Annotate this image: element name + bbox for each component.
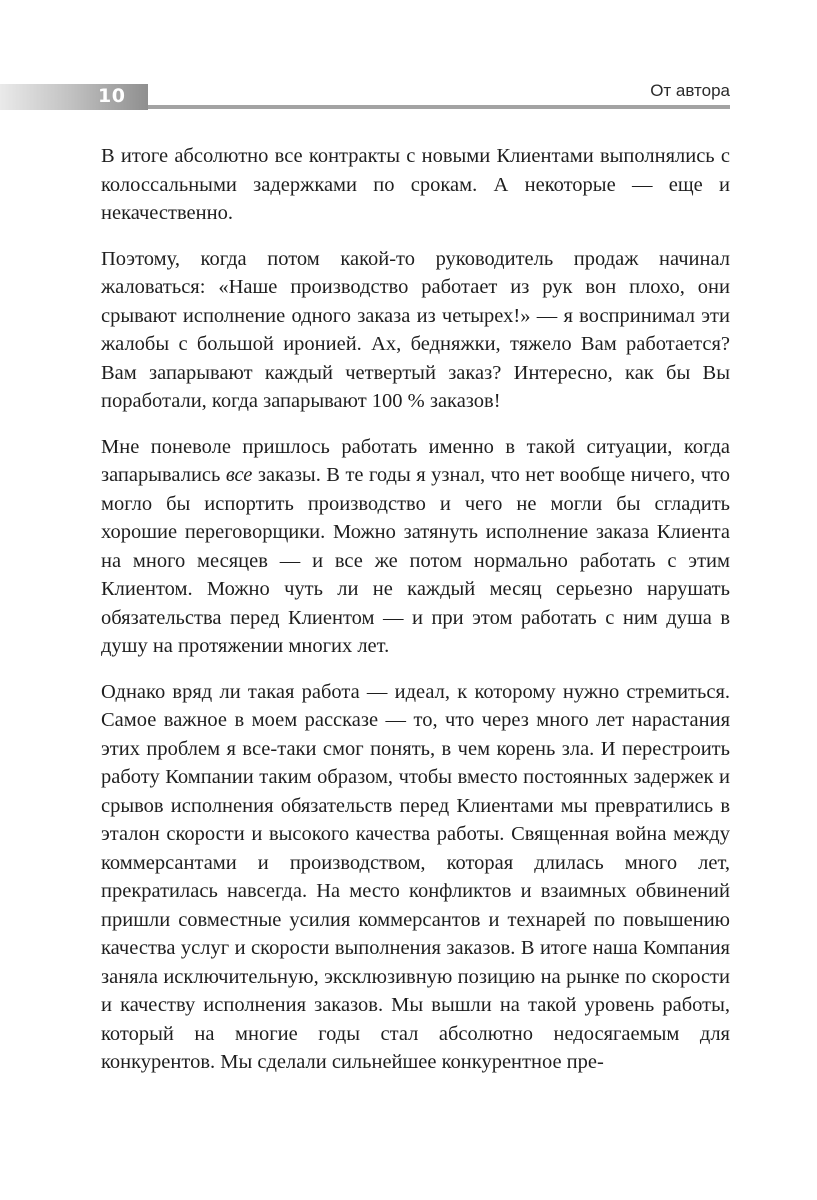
paragraph-1: В итоге абсолютно все контракты с новыми Клиентами выполнялись с колоссальными задержками по срокам. А некоторые — еще и некачественно.: [101, 145, 730, 224]
body-text: [101, 142, 730, 1094]
paragraph-3: [101, 433, 730, 661]
page-number-tab: [0, 84, 148, 110]
page-header: [0, 80, 730, 110]
paragraph-4: Однако вряд ли такая работа — идеал, к которому нужно стремиться. Самое важное в моем рассказе — то, что через много лет нарастания этих проблем я все-таки смог понять, в чем корень зла. И перестроить работу Компании таким образом, чтобы вместо постоянных задержек и срывов исполнения обязательств перед Клиентами мы превратились в эталон скорости и высокого качества работы. Священная война между коммерсантами и производством, которая длилась много лет, прекратилась навсегда. На место конфликтов и взаимных обвинений пришли совместные усилия коммерсантов и технарей по повышению качества услуг и скорости выполнения заказов. В итоге наша Компания заняла исключительную, эксклюзивную позицию на рынке по скорости и качеству исполнения заказов. Мы вышли на такой уровень работы, который на многие годы стал абсолютно недосягаемым для конкурентов. Мы сделали сильнейшее конкурентное пре-: [101, 680, 730, 1073]
header-rule: [148, 105, 730, 109]
emphasis-word: все: [225, 464, 253, 486]
paragraph-3-before: Мне поневоле пришлось работать именно в такой ситуации, когда запарывались: [101, 435, 730, 486]
paragraph-3-after: заказы. В те годы я узнал, что нет вообще ничего, что могло бы испортить производство и чего не могли бы сгладить хорошие переговорщики. Можно затянуть исполнение заказа Клиента на много месяцев — и все же потом нормально работать с этим Клиентом. Можно чуть ли не каждый месяц серьезно нарушать обязательства перед Клиентом — и при этом работать с ним душа в душу на протяжении многих лет.: [101, 464, 730, 657]
page-number: 10: [98, 85, 126, 107]
paragraph-2: Поэтому, когда потом какой-то руководитель продаж начинал жаловаться: «Наше производство работает из рук вон плохо, они срывают исполнение одного заказа из четырех!» — я воспринимал эти жалобы с большой иронией. Ах, бедняжки, тяжело Вам работается? Вам запарывают каждый четвертый заказ? Интересно, как бы Вы поработали, когда запарывают 100 % заказов!: [101, 247, 730, 412]
running-title: От автора: [650, 81, 730, 100]
